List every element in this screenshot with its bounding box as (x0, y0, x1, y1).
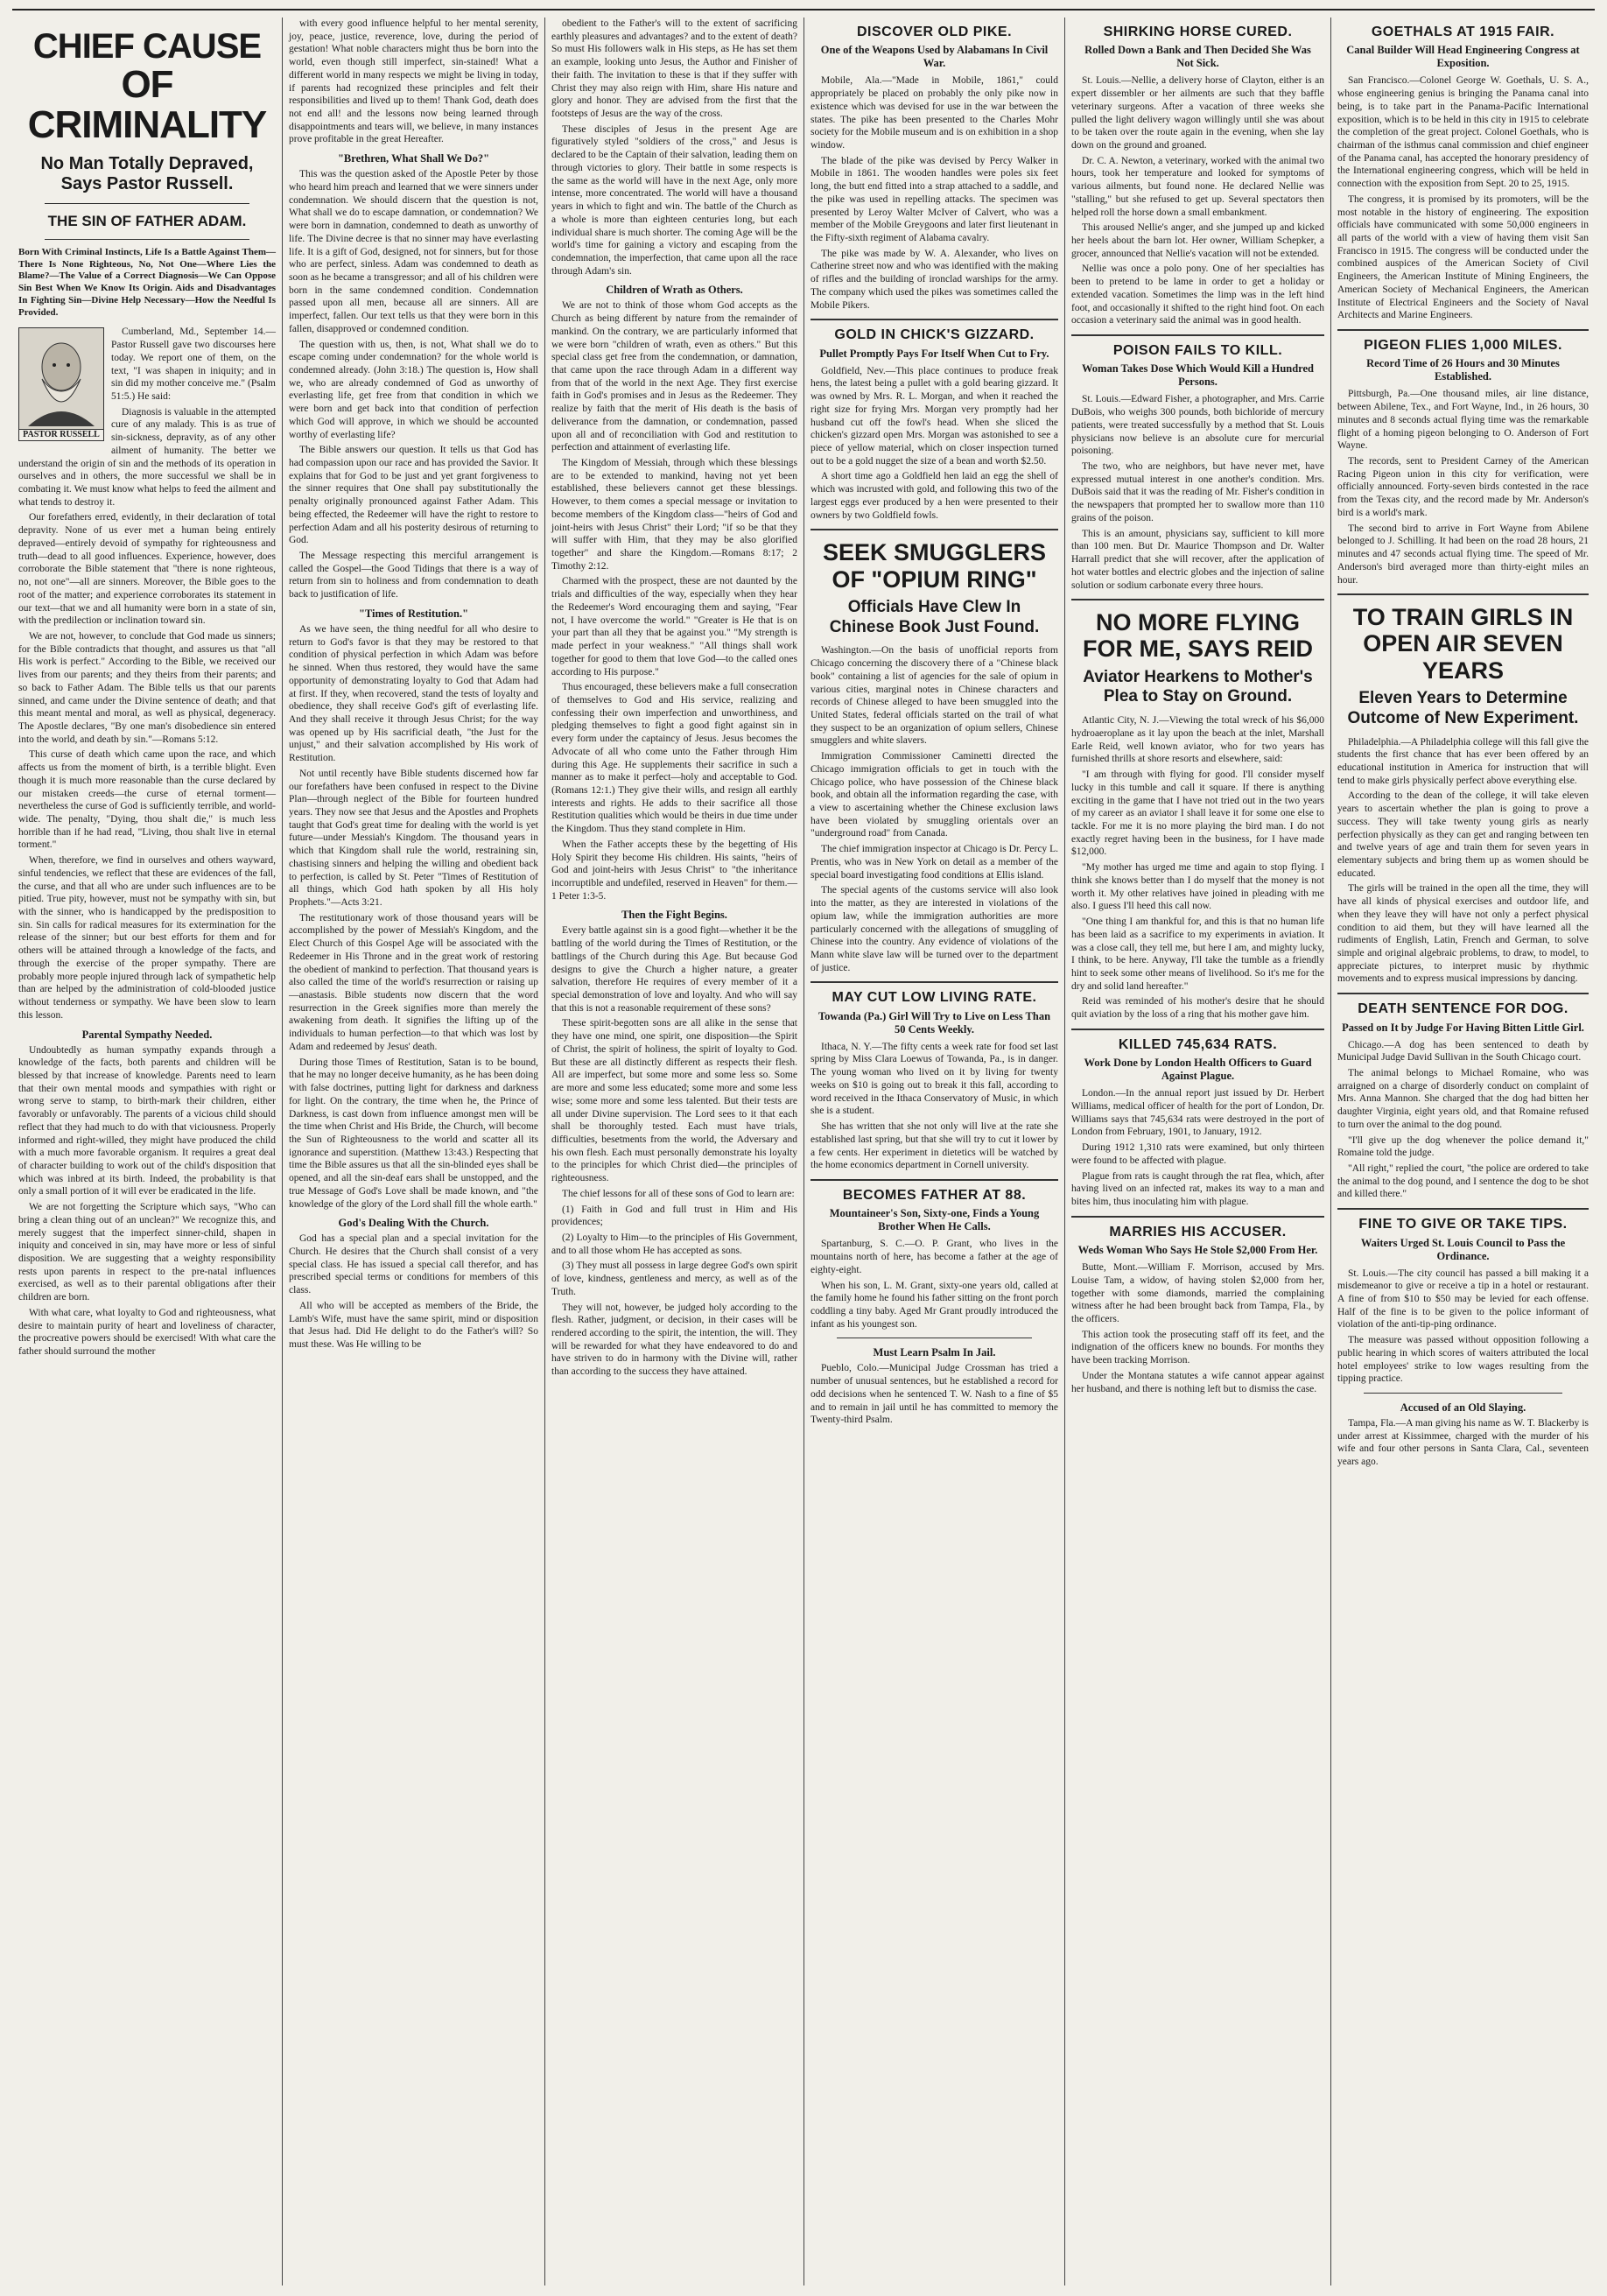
paragraph: When the Father accepts these by the begetting of His Holy Spirit they become His children. His saints, "heirs of God and joint-heirs with Jesus Christ" to "the inheritance incorruptible and undefiled, reserved in Heaven" for them.—1 Peter 1:3-5. (551, 839, 797, 902)
paragraph: (2) Loyalty to Him—to the principles of His Government, and to all those whom He has accepted as sons. (551, 1232, 797, 1256)
paragraph: Charmed with the prospect, these are not daunted by the trials and difficulties of the way, especially when they hear the Redeemer's Word encouraging them and saying, "Fear not, I have overcome the world." "Greater is He that is on your part than all they that be against you." "My strength is made perfect in your weakness." "All things shall work together for good to them that love God—to the called ones according to His purpose." (551, 576, 797, 678)
paragraph: The question with us, then, is not, What shall we do to escape coming under condemnation? for the whole world is condemned already. (John 3:18.) The question is, How shall we, who are already condemned of God as unworthy of everlasting life, get free from that condition in which we were born and get back into that condition of perfection which God will approve, in which we should be accounted worthy of everlasting life? (289, 339, 538, 440)
paragraph: We are not forgetting the Scripture which says, "Who can bring a clean thing out of an unclean?" We recognize this, and merely suggest that the imperfect sinner-child, shapen in iniquity and conceived in sin, may have more or less of sinful disposition. We are suggesting that a weighty responsibility rests upon parents in respect to the pre-natal influences exercised, as well as to their parental obligations after their children are born. (18, 1202, 276, 1303)
paragraph: Dr. C. A. Newton, a veterinary, worked with the animal two hours, took her temperature and looked for symptoms of various ailments, but found none. He declared Nellie was "stalling," but she refused to get up. Several spectators then helped roll the horse down a small embankment. (1071, 155, 1324, 218)
paragraph: As we have seen, the thing needful for all who desire to return to God's favor is that they may be restored to that condition of physical perfection in which Adam was before he sinned. When thus restored, they would have the same opportunity of demonstrating loyalty to God that Adam had at first. If they, when recovered, stand the tests of loyalty and obedience, they shall receive God's gift of everlasting life. And they shall receive it through Jesus Christ; for the way was opened up by His sacrificial death, "the Just for the unjust," and their salvation accomplished by His work of Restitution. (289, 623, 538, 764)
paragraph: This curse of death which came upon the race, and which affects us from the moment of birth, is a terrible blight. Even though it is much more reasonable than the curse declared by our mistaken creeds—the curse of eternal torment—nevertheless the curse of God is sufficiently terrible, and world-wide. The penalty, "Dying, thou shalt die," is much less horrible than if he had read, "Living, thou shalt live in eternal torment." (18, 749, 276, 851)
article-headline: BECOMES FATHER AT 88. (842, 1187, 1027, 1203)
paragraph: Every battle against sin is a good fight—whether it be the battling of the world during the Times of Restitution, or the battlings of the Church during this Age. But because God designs to give the Church a higher nature, a greater salvation, therefore He requires of every member of it a special demonstration of love and loyalty. And who will say that this is not a reasonable requirement of these sons? (551, 925, 797, 1014)
headline-line: FOR ME, SAYS REID (1082, 635, 1314, 663)
article-headline: POISON FAILS TO KILL. (1112, 343, 1283, 359)
paragraph: with every good influence helpful to her mental serenity, joy, peace, justice, reverence, love, during the period of gestation! What noble characters might thus be born into the world, even though still imperfect, sin-stained! What a different world in many respects we might be living in today, if parents had recognized these principles and felt their responsibilities and lived up to them! Thank God, death does not end all! and the lessons now being learned through disappointments and tears will, we believe, in many instances prove profitable in the great Hereafter. (289, 18, 538, 145)
paragraph: Ithaca, N. Y.—The fifty cents a week rate for food set last spring by Miss Clara Loewus of Towanda, Pa., is in danger. The young woman who lived on it by living for twenty weeks on $10 is going out to break it this fall, according to word received in the Ithaca Conservatory of Music, in which she is a student. (811, 1041, 1058, 1117)
paragraph: Pittsburgh, Pa.—One thousand miles, air line distance, between Abilene, Tex., and Fort Wayne, Ind., in 26 hours, 30 minutes and 8 seconds actual flying time was the remarkable flight of a homing pigeon belonging to O. Anderson of Fort Wayne. (1337, 389, 1589, 452)
main-headline-line1: CHIEF CAUSE (32, 27, 262, 66)
paragraph: St. Louis.—Edward Fisher, a photographer, and Mrs. Carrie DuBois, who weighs 300 pounds, both bichloride of mercury patients, were treated successfully by a method that St. Louis physicians now believe is an absolute cure for mercurial poisoning. (1071, 394, 1324, 457)
subheading: Then the Fight Begins. (621, 909, 727, 922)
portrait-illustration-icon (19, 328, 103, 426)
paragraph: Undoubtedly as human sympathy expands through a knowledge of the facts, both parents and children will be blessed by that increase of knowledge. Parents need to learn that their own mental moods and sympathies with right or wrong serve to stamp, to birth-mark their children, either favorably or unfavorably. The parents of a vicious child should reflect that they had much to do with that viciousness. Properly informed and right-willed, they might have produced the child with a much more favorable organism. It requires a great deal of character building to work out of the child's disposition that which was inbred at its birth. Indeed, the probability is that only a small portion of it will ever be eradicated in the life. (18, 1044, 276, 1197)
article-subheadline: Rolled Down a Bank and Then Decided She Was Not Sick. (1084, 44, 1311, 70)
paragraph: Our forefathers erred, evidently, in their declaration of total depravity. None of us ever met a human being entirely depraved—entirely devoid of sympathy for righteousness and truth—dead to all good influences. Experience, however, does corroborate the Bible statement that "there is none righteous, no, not one"—all are sinners. Moreover, the Bible goes to the root of the matter; and experience corroborates its statement in our text—that we and all humanity were born in a state of sin, with the predilection or inclination toward sin. (18, 512, 276, 627)
top-rule (12, 9, 1595, 11)
main-headline-line2: OF CRIMINALITY (27, 63, 267, 147)
paragraph: The pike was made by W. A. Alexander, who lives on Catherine street now and who was identified with the making of rifles and the building of ironclad warships for the army. The company which used the pikes was sometimes called the Mobile Pikers. (811, 248, 1058, 311)
article-headline-large (1071, 609, 1324, 662)
paragraph: The records, sent to President Carney of the American Racing Pigeon union in this city for verification, were officially announced. Forty-seven birds contested in the race from the Texas city, and the record made by Mr. Anderson's bird is a world's mark. (1337, 456, 1589, 518)
paragraph: Chicago.—A dog has been sentenced to death by Municipal Judge David Sullivan in the South Chicago court. (1337, 1039, 1589, 1064)
article-headline: PIGEON FLIES 1,000 MILES. (1364, 338, 1562, 354)
paragraph: Butte, Mont.—William F. Morrison, accused by Mrs. Louise Tam, a widow, of having stolen $2,000 from her, together with some diamonds, married the complaining witness after he had been brought back from Tampa, Fla., by the officers. (1071, 1262, 1324, 1324)
paragraph: "All right," replied the court, "the police are ordered to take the animal to the dog pound, and I sentence the dog to be shot and killed there." (1337, 1163, 1589, 1200)
article-subheadline: Passed on It by Judge For Having Bitten Little Girl. (1342, 1021, 1584, 1034)
article-subheadline: Work Done by London Health Officers to Guard Against Plague. (1084, 1057, 1312, 1083)
paragraph: St. Louis.—Nellie, a delivery horse of Clayton, either is an expert dissembler or her ailments are such that they baffle veterinary surgeons. After a vacation of three weeks she pulled the light delivery wagon willingly until she was about to be taken over the route again in the evening, when she lay down on the ground and groaned. (1071, 75, 1324, 151)
headline-deck-2: THE SIN OF FATHER ADAM. (47, 213, 247, 230)
divider (1337, 993, 1589, 994)
paragraph: This aroused Nellie's anger, and she jumped up and kicked her heels about the barn lot. Her owner, William Schepker, a grocer, announced that Nellie's vacation will not be extended. (1071, 222, 1324, 259)
divider (1337, 329, 1589, 331)
subheading: Parental Sympathy Needed. (81, 1028, 213, 1041)
article-subheadline: Mountaineer's Son, Sixty-one, Finds a Young Brother When He Calls. (829, 1207, 1040, 1233)
paragraph: The restitutionary work of those thousand years will be accomplished by the power of Messiah's Kingdom, and the Elect Church of this Gospel Age will be associated with the Redeemer in His Throne and in the great work of restoring the obedient of mankind to perfection. That thousand years is also called the time of the world's resurrection or raising up—anastasis. Bible students now discern that the word resurrection in the Greek signifies more than merely the awakening from death. It signifies the lifting up of the individuals to human perfection—to that which was lost by Adam and redeemed by Jesus' death. (289, 912, 538, 1052)
paragraph: These spirit-begotten sons are all alike in the sense that they have one mind, one spirit, one disposition—the Spirit of Christ, the spirit of holiness, the spirit of loyalty to God. But these are all distinctly different as respects their flesh. All are imperfect, but some more and some less so. Some are more and some less educated; some more and some less wise; some more and some less talented. But their tests are all under Divine supervision. The Lord sees to it that each shall be thoroughly tested. Each must have trials, difficulties, besetments from the world, the Adversary and his own flesh. Each must personally demonstrate his loyalty to the principles for which Christ died—the principles of righteousness. (551, 1018, 797, 1184)
paragraph: Cumberland, Md., September 14.—Pastor Russell gave two discourses here today. We report one of them, on the text, "I was shapen in iniquity; and in sin did my mother conceive me." (Psalm 51:5.) He said: (111, 326, 276, 403)
divider (1071, 599, 1324, 600)
article-subheadline: Canal Builder Will Head Engineering Congress at Exposition. (1346, 44, 1580, 70)
paragraph: We are not, however, to conclude that God made us sinners; for the Bible contradicts that thought, and assures us that "all His work is perfect." According to the Bible, we received our lives from our parents; and they theirs from their parents; and so back to Father Adam. The Bible tells us that our parents sinned, and came under the Divine sentence of death; and that this meant mental and moral, as well as physical, degeneracy. The Apostle declares, "By one man's disobedience sin entered into the world, and death by sin."—Romans 5:12. (18, 630, 276, 745)
subheading: "Brethren, What Shall We Do?" (337, 152, 490, 165)
paragraph: During those Times of Restitution, Satan is to be bound, that he may no longer deceive humanity, as he has been doing with false doctrines, putting light for darkness and darkness for light. On the contrary, the time when he, the Prince of Darkness, is cast down from influence amongst men will be the time when Christ and His Bride, the Church, will become the Sun of Righteousness to the world and scatter all its ignorance and superstition. (Matthew 13:43.) Respecting that time the Bible assures us that all the sin-blinded eyes shall be opened, and all the sin-deaf ears shall be unstopped, and the true Message of God's Love shall be made known, and "the knowledge of the glory of the Lord shall fill the whole earth." (289, 1057, 538, 1210)
divider (1071, 334, 1324, 336)
article-subheadline: Eleven Years to Determine Outcome of New Experiment. (1347, 688, 1579, 727)
paragraph: The Kingdom of Messiah, through which these blessings are to be extended to mankind, having not yet been established, these believers cannot get these blessings. However, to them comes a special message or invitation to become members of the Kingdom class—"heirs of God and joint-heirs with Jesus Christ" their Lord; "if so be that they will suffer with Him, that they may be also glorified together" and share the Kingdom.—Romans 8:17; 2 Timothy 2:12. (551, 458, 797, 572)
divider (1364, 1393, 1562, 1394)
paragraph: Mobile, Ala.—"Made in Mobile, 1861," could appropriately be placed on probably the only pike now in existence which was devised for use in the war between the states. The pike has been presented to the Charles Mohr society for the Mobile museum and is on exhibition in a shop window. (811, 75, 1058, 151)
paragraph: This is an amount, physicians say, sufficient to kill more than 100 men. But Dr. Maurice Thompson and Dr. Walter Harrall predict that she will recover, after the application of hot water bottles and electric globes and the injection of saline solution or sodium carbonate every three hours. (1071, 528, 1324, 591)
paragraph: Under the Montana statutes a wife cannot appear against her husband, and there is nothing left but to dismiss the case. (1071, 1370, 1324, 1394)
column-4 (804, 18, 1064, 2285)
headline-line: OPEN AIR SEVEN YEARS (1363, 630, 1563, 684)
paragraph: "One thing I am thankful for, and this is that no human life has been laid as a sacrifice to my experiments in aviation. It was a close call, they tell me, but here I am, and mighty lucky, I think, to be here. Anyway, I'll take the tumble as a friendly hint to seek some other means of livelihood. So it's me for the dry and solid land hereafter." (1071, 916, 1324, 992)
column-3 (544, 18, 804, 2285)
divider (45, 239, 249, 240)
article-headline: DISCOVER OLD PIKE. (856, 25, 1013, 39)
pastor-portrait (18, 327, 104, 441)
paragraph: The congress, it is promised by its promoters, will be the most notable in the history of engineering. The exposition officials have communicated with some 50,000 engineers in all parts of the world with a view of having them visit San Francisco in 1915. The congress will be conducted under the combined auspices of the American Society of Civil Engineers, the American Institute of Mining Engineers, the American Society of Mechanical Engineers, the American Institute of Electrical Engineers and the Society of Naval Architects and Marine Engineers. (1337, 193, 1589, 321)
article-subheadline: Aviator Hearkens to Mother's Plea to Stay on Ground. (1083, 667, 1313, 706)
paragraph: "I'll give up the dog whenever the police demand it," Romaine told the judge. (1337, 1134, 1589, 1159)
divider (1071, 1029, 1324, 1030)
subheading: "Times of Restitution." (358, 607, 469, 620)
paragraph: Diagnosis is valuable in the attempted cure of any malady. This is as true of sin-sickness, depravity, as of any other ailment of humanity. The better we understand the origin of sin and the methods of its operation in ourselves and in others, the more successful we shall be in combating it. We must know what helps to feed the ailment and what tends to destroy it. (18, 406, 276, 508)
article-subheadline: Towanda (Pa.) Girl Will Try to Live on Less Than 50 Cents Weekly. (818, 1009, 1051, 1036)
headline-line: TO TRAIN GIRLS IN (1352, 604, 1574, 631)
divider (1071, 1216, 1324, 1218)
column-6 (1330, 18, 1595, 2285)
article-headline: MARRIES HIS ACCUSER. (1109, 1224, 1287, 1239)
paragraph: God has a special plan and a special invitation for the Church. He desires that the Church shall consist of a very special class. He has issued a special call therefor, and has prescribed special terms or conditions for members of this class. (289, 1233, 538, 1296)
article-subheadline: Waiters Urged St. Louis Council to Pass the Ordinance. (1360, 1236, 1566, 1262)
paragraph: All who will be accepted as members of the Bride, the Lamb's Wife, must have the same spirit, mind or disposition that Jesus had. Did He delight to do the Father's will? So must these. Was He willing to be (289, 1300, 538, 1350)
article-headline: MAY CUT LOW LIVING RATE. (832, 990, 1037, 1006)
paragraph: Reid was reminded of his mother's desire that he should quit aviation by the loss of a ring that his mother gave him. (1071, 996, 1324, 1021)
paragraph: With what care, what loyalty to God and righteousness, what desire to maintain purity of heart and loveliness of character, the procreative powers should be exercised! With what care the father should surround the mother (18, 1307, 276, 1358)
paragraph: This was the question asked of the Apostle Peter by those who heard him preach and learned that we were sinners under condemnation. We should discern that the question is not, What shall we do to escape damnation, or condemnation? We were born in damnation, condemned to death as unworthy of life. The Divine decree is that no sinner may have everlasting life. It is a gift of God, designed, not for sinners, but for those who are perfect, sinless. Adam was condemned to death as soon as he became a transgressor; and all of his children were born in the same condemned condition. Condemnation passed upon all men, because all are sinners. All are imperfect, fallen. Our text tells us that they were born in this fallen, disapproved or condemned condition. (289, 169, 538, 334)
paragraph: Pueblo, Colo.—Municipal Judge Crossman has tried a number of unusual sentences, but he established a record for odd decisions when he sentenced T. W. Nash to a fine of $5 and to remain in jail until he has committed to memory the Twenty-third Psalm. (811, 1363, 1058, 1426)
divider (45, 203, 249, 204)
paragraph: The girls will be trained in the open all the time, they will have all kinds of physical exercises and outdoor life, and when they leave they will have not only a perfect physical condition to aid them, but they will have learned all the rudiments of English, Latin, French and German, to solve simple and original algebraic problems, to draw, to model, to appreciate pictures, to interpret music by rhythmic movements and to express musical impressions by dancing. (1337, 883, 1589, 985)
paragraph: According to the dean of the college, it will take eleven years to ascertain whether the plan is going to prove a success. They will take twenty young girls as nearly perfection physically as they can get and ranging between ten and twelve years of age and train them for seven years in elementary subjects and bring them up as women should be educated. (1337, 790, 1589, 879)
paragraph: Tampa, Fla.—A man giving his name as W. T. Blackerby is under arrest at Kissimmee, charged with the murder of his wife and four other persons in Santa Clara, Cal., seventeen years ago. (1337, 1418, 1589, 1468)
article-headline: KILLED 745,634 RATS. (1118, 1036, 1278, 1052)
article-subheadline: Woman Takes Dose Which Would Kill a Hundred Persons. (1081, 362, 1315, 389)
paragraph: When, therefore, we find in ourselves and others wayward, sinful tendencies, we reflect that these are evidences of the fall, the curse, and that all who are under such influences are to be pitied. True pity, however, must not be sympathy with sin, but with the sinner, who is handicapped by the predisposition to sin. Sin calls for radical measures for its extermination for the release of the sinner; but our best efforts for them and for others will be attained through a knowledge of the facts, and through the exercise of the proper sympathy. There are probably more people injured through lack of sympathetic help than are helped by the administration of cold-blooded justice without tenderness or sympathy. We have been slow to learn this lesson. (18, 855, 276, 1021)
article-headline-small: Must Learn Psalm In Jail. (873, 1346, 996, 1359)
paragraph: obedient to the Father's will to the extent of sacrificing earthly pleasures and advantages? and to the extent of death? So must His followers walk in His steps, as He has set them an example, looking unto Jesus, the Author and Finisher of their faith. The invitation to these is that if they suffer with Christ they may also reign with Him, share His nature and glory and honor. They are advised from the first that the footsteps of Jesus are the way of the cross. (551, 18, 797, 120)
headline-line: SEEK SMUGGLERS (822, 539, 1047, 566)
paragraph: Plague from rats is caught through the rat flea, which, after having lived on an infected rat, makes its way to a man and bites him, thus inoculating him with plague. (1071, 1170, 1324, 1207)
paragraph: Thus encouraged, these believers make a full consecration of themselves to God and His service, realizing and confessing their own imperfection and unworthiness, and pledging themselves to fight a good fight against sin in every form under the captaincy of Jesus. Jesus becomes the Advocate of all who come unto the Father through Him during this Age. He supplements their sacrifice in such a manner as to make it perfect—holy and acceptable to God. (Romans 12:1.) They give their wills, and resign all earthly interests and rights. He adds to their sacrifice all those Restitution qualities which would be theirs in due time under the Kingdom. Thus they stand complete in Him. (551, 682, 797, 835)
article-headline-large (811, 539, 1058, 592)
paragraph: Nellie was once a polo pony. One of her specialties has been to pretend to be lame in order to get a holiday or extended vacation. Sometimes the limp was in the left hind foot, and occasionally it shifted to the right hind foot. On each occasion a veterinary said the animal was in good health. (1071, 263, 1324, 326)
paragraph: When his son, L. M. Grant, sixty-one years old, called at the family home he found his father sitting on the front porch coddling a tiny baby. Aged Mr Grant proudly introduced the infant as his youngest son. (811, 1280, 1058, 1330)
article-headline: GOETHALS AT 1915 FAIR. (1371, 25, 1555, 39)
article-summary: Born With Criminal Instincts, Life Is a Battle Against Them—There Is None Righteous, No, Not One—Where Lies the Blame?—The Value of a Correct Diagnosis—We Can Oppose Sin Best When We Know Its Origin. Aids and Disadvantages In Fighting Sin—Divine Help Necessary—How the Needful Is Provided. (18, 246, 276, 318)
paragraph: These disciples of Jesus in the present Age are figuratively styled "soldiers of the cross," and Jesus is declared to be the Captain of their salvation, leading them on through victories to glory. Their battle in some respects is the same as the world will have in the next Age, only more intense, more concentrated. The world will have a thousand years in which to fight and win. The battle of the Church as a whole is more than eighteen centuries long, but each individual share is much shorter. The coming Age will be the world's time for gaining a victory and escaping from the condemnation, the imperfection, that came upon all the race through Adam's sin. (551, 123, 797, 277)
paragraph: The blade of the pike was devised by Percy Walker in Mobile in 1861. The wooden handles were poles six feet long, the butt end fitted into a strap attached to a saddle, and the pike was used in repelling attacks. The specimen was presented by Leroy Walter McIver of Calvert, who was a member of the Mobile Greygoons and later first lieutenant in the Fifty-sixth regiment of Alabama cavalry. (811, 155, 1058, 244)
article-headline: FINE TO GIVE OR TAKE TIPS. (1358, 1217, 1568, 1232)
article-headline-large (1337, 604, 1589, 684)
article-subheadline: Record Time of 26 Hours and 30 Minutes Established. (1366, 357, 1560, 383)
column-2 (282, 18, 544, 2285)
paragraph: The second bird to arrive in Fort Wayne from Abilene belonged to J. Schilling. It had been on the road 28 hours, 21 minutes and 47 seconds actual flying time. The speed of Mr. Anderson's bird averaged more than thirty-eight miles an hour. (1337, 523, 1589, 586)
paragraph: The special agents of the customs service will also look into the matter, as they are interested in violations of the opium law, while the immigration authorities are more particularly concerned with the allegations of smuggling of Chinese into the country. Any evidence of violations of the Mann white slave law will be turned over to the department of justice. (811, 885, 1058, 973)
article-headline-small: Accused of an Old Slaying. (1400, 1401, 1526, 1415)
paragraph: They will not, however, be judged holy according to the flesh. Rather, judgment, or decision, in their cases will be rendered according to the spirit, the intention, the will. They will be rewarded for what they have endeavored to do and have striven to do in harmony with the Divine will, rather than according to the success they have attained. (551, 1302, 797, 1378)
paragraph: San Francisco.—Colonel George W. Goethals, U. S. A., whose engineering genius is bringing the Panama canal into being, is to take part in the Panama-Pacific International exposition, which is to be held in this city in 1915 to celebrate the completion of the great project. Colonel Goethals, who is chairman of the isthmus canal commission and chief engineer of the Panama canal, has accepted the honorary presidency of the International engineering congress, which will be held in connection with the exposition from Sept. 20 to 25, 1915. (1337, 75, 1589, 190)
column-1 (12, 18, 282, 2285)
subheading: God's Dealing With the Church. (338, 1217, 489, 1230)
article-headline: GOLD IN CHICK'S GIZZARD. (834, 327, 1035, 343)
paragraph: A short time ago a Goldfield hen laid an egg the shell of which was incrusted with gold, and following this two of the largest eggs ever produced by a hen were presented to their owners by two Goldfield fowls. (811, 471, 1058, 521)
divider (811, 1179, 1058, 1181)
paragraph: The measure was passed without opposition following a public hearing in which scores of waiters attributed the local hotel employees' strike to low wages resulting from the tipping practice. (1337, 1335, 1589, 1385)
divider (811, 529, 1058, 530)
portrait-caption: PASTOR RUSSELL (19, 429, 103, 441)
paragraph: (3) They must all possess in large degree God's own spirit of love, kindness, gentleness and mercy, as well as of the Truth. (551, 1260, 797, 1297)
paragraph: During 1912 1,310 rats were examined, but only thirteen were found to be affected with plague. (1071, 1142, 1324, 1166)
paragraph: London.—In the annual report just issued by Dr. Herbert Williams, medical officer of health for the port of London, Dr. Williams says that 745,634 rats were destroyed in the port of London from February, 1901, to January, 1912. (1071, 1088, 1324, 1138)
paragraph: (1) Faith in God and full trust in Him and His providences; (551, 1204, 797, 1228)
subheading: Children of Wrath as Others. (606, 284, 743, 297)
paragraph: Philadelphia.—A Philadelphia college will this fall give the students the first chance that has ever been offered by an educational institution in America for instruction that will tend to make girls physically perfect above everything else. (1337, 736, 1589, 786)
paragraph: Spartanburg, S. C.—O. P. Grant, who lives in the mountains north of here, has become a father at the age of eighty-eight. (811, 1239, 1058, 1275)
paragraph: She has written that she not only will live at the rate she established last spring, but that she will try to cut it lower by a few cents. Her experiment in dietetics will be watched by the home economics department in Cornell university. (811, 1121, 1058, 1171)
paragraph: The chief immigration inspector at Chicago is Dr. Percy L. Prentis, who was in New York on detail as a member of the special board investigating food conditions at Ellis island. (811, 844, 1058, 881)
headline-line: OF "OPIUM RING" (832, 565, 1037, 593)
main-headline (18, 28, 276, 145)
paragraph: This action took the prosecuting staff off its feet, and the indignation of the officers knew no bounds. For months they have been tracking Morrison. (1071, 1329, 1324, 1366)
paragraph: "My mother has urged me time and again to stop flying. I think she knows better than I do myself that the money is not worth it. My other relatives have joined in pleading with me also. I guess I'll heed this call now. (1071, 862, 1324, 912)
paragraph: We are not to think of those whom God accepts as the Church as being different by nature from the remainder of mankind. On the contrary, we are particularly informed that we were born "children of wrath, even as others." But this special class get free from the condemnation, or damnation, that came upon the race through Adam in a different way from that of the world in the next Age. They first exercise faith in God's promises and in Jesus as the Redeemer. They realize by faith that the merit of His death is the basis of deliverance from the damnation, or condemnation, passed upon all and of reconciliation with God and restitution to perfection and attainment of everlasting life. (551, 300, 797, 453)
divider (1337, 1208, 1589, 1210)
headline-line: NO MORE FLYING (1095, 609, 1301, 636)
article-headline: SHIRKING HORSE CURED. (1103, 25, 1293, 39)
paragraph: The two, who are neighbors, but have never met, have expressed mutual interest in one another's condition. Mrs. DuBois said that it was the reading of Mr. Fisher's condition in the newspapers that prompted her to swallow more than 110 grains of the poison. (1071, 461, 1324, 523)
paragraph: "I am through with flying for good. I'll consider myself lucky in this tumble and call it square. If there is anything exciting in the game that I have not tried out in the two years of my career as an aviator I shall leave it for some one else to tackle. For me it is no more playing the bird man. I do not exactly regret having been in the business, for I have made $12,000. (1071, 769, 1324, 858)
column-5 (1064, 18, 1330, 2285)
divider (811, 981, 1058, 983)
paragraph: The Message respecting this merciful arrangement is called the Gospel—the Good Tidings that there is a way of return from sin to holiness and from condemnation to death back to justification of life. (289, 551, 538, 600)
article-headline: DEATH SENTENCE FOR DOG. (1358, 1001, 1568, 1017)
paragraph: The chief lessons for all of these sons of God to learn are: (562, 1188, 795, 1199)
headline-deck-1: No Man Totally Depraved, Says Pastor Russell. (40, 154, 254, 194)
article-subheadline: Weds Woman Who Says He Stole $2,000 From Her. (1077, 1244, 1318, 1257)
paragraph: Washington.—On the basis of unofficial reports from Chicago concerning the discovery there of a "Chinese black book" containing a list of agencies for the sale of opium in various cities, marginal notes in Chinese characters and records of Chinese alleged to have been smuggled into the United States, federal officials started on the trail of what they suspect to be an organization of opium sellers, Chinese smugglers and white slavers. (811, 645, 1058, 747)
article-subheadline: One of the Weapons Used by Alabamans In Civil War. (820, 44, 1049, 70)
paragraph: St. Louis.—The city council has passed a bill making it a misdemeanor to give or receive a tip in a hotel or restaurant. A fine of from $10 to $50 may be levied for each offense. Half of the fine is to be given to the police informant of violation of the anti-tip-ping ordinance. (1337, 1267, 1589, 1331)
paragraph: Goldfield, Nev.—This place continues to produce freak hens, the latest being a pullet with a gold bearing gizzard. It was owned by Mrs. R. L. Morgan, and when it reached the right size for frying Mrs. Morgan very promptly had her husband cut off the fowl's head. When she sliced the chicken's gizzard open Mrs. Morgan was astonished to see a piece of yellow material, which on closer inspection turned out to be a gold nugget the size of a bean and worth $2.50. (811, 365, 1058, 467)
paragraph: Not until recently have Bible students discerned how far our forefathers have been confused in respect to the Divine Plan—through neglect of the Bible for fourteen hundred years. They now see that Jesus and the Apostles and Prophets taught that God's great time for dealing with the world is yet future—under Messiah's Kingdom. The thousand years in which that Kingdom shall rule the world, restraining sin, chastising sinners and helping the willing and obedient back to perfection, is called by St. Peter "Times of Restitution of all things, which God hath spoken by all His holy Prophets."—Acts 3:21. (289, 768, 538, 908)
paragraph: Atlantic City, N. J.—Viewing the total wreck of his $6,000 hydroaeroplane as it lay upon the beach at the inlet, Marshall Earle Reid, well known aviator, who for two years has furnished thrills at shore resorts and elsewhere, said: (1071, 715, 1324, 765)
divider (1337, 593, 1589, 595)
article-subheadline: Officials Have Clew In Chinese Book Just Found. (829, 597, 1040, 636)
divider (811, 319, 1058, 320)
paragraph: The animal belongs to Michael Romaine, who was arraigned on a charge of disorderly conduct on complaint of Mrs. Anna Mannon. She charged that the dog had bitten her daughter Virginia, eight years old, and that Romaine refused to turn over the animal to the dog pound. (1337, 1068, 1589, 1130)
article-subheadline: Pullet Promptly Pays For Itself When Cut to Fry. (819, 347, 1049, 360)
paragraph: Immigration Commissioner Caminetti directed the Chicago immigration officials to get in touch with the Chicago police, who have possession of the Chinese black book, and obtain all the information regarding the case, with a view to ascertaining whether the Chinese exclusion laws have been violated by smuggling orientals over an "underground road" from Canada. (811, 751, 1058, 839)
paragraph: The Bible answers our question. It tells us that God has had compassion upon our race and has provided the Savior. It explains that for God to be just and yet grant forgiveness to the sinner requires that One shall pay substitutionally the penalty originally pronounced against Father Adam. This being effected, the Redeemer will have the right to restore to perfection Adam and all his posterity desirous of returning to God. (289, 445, 538, 546)
